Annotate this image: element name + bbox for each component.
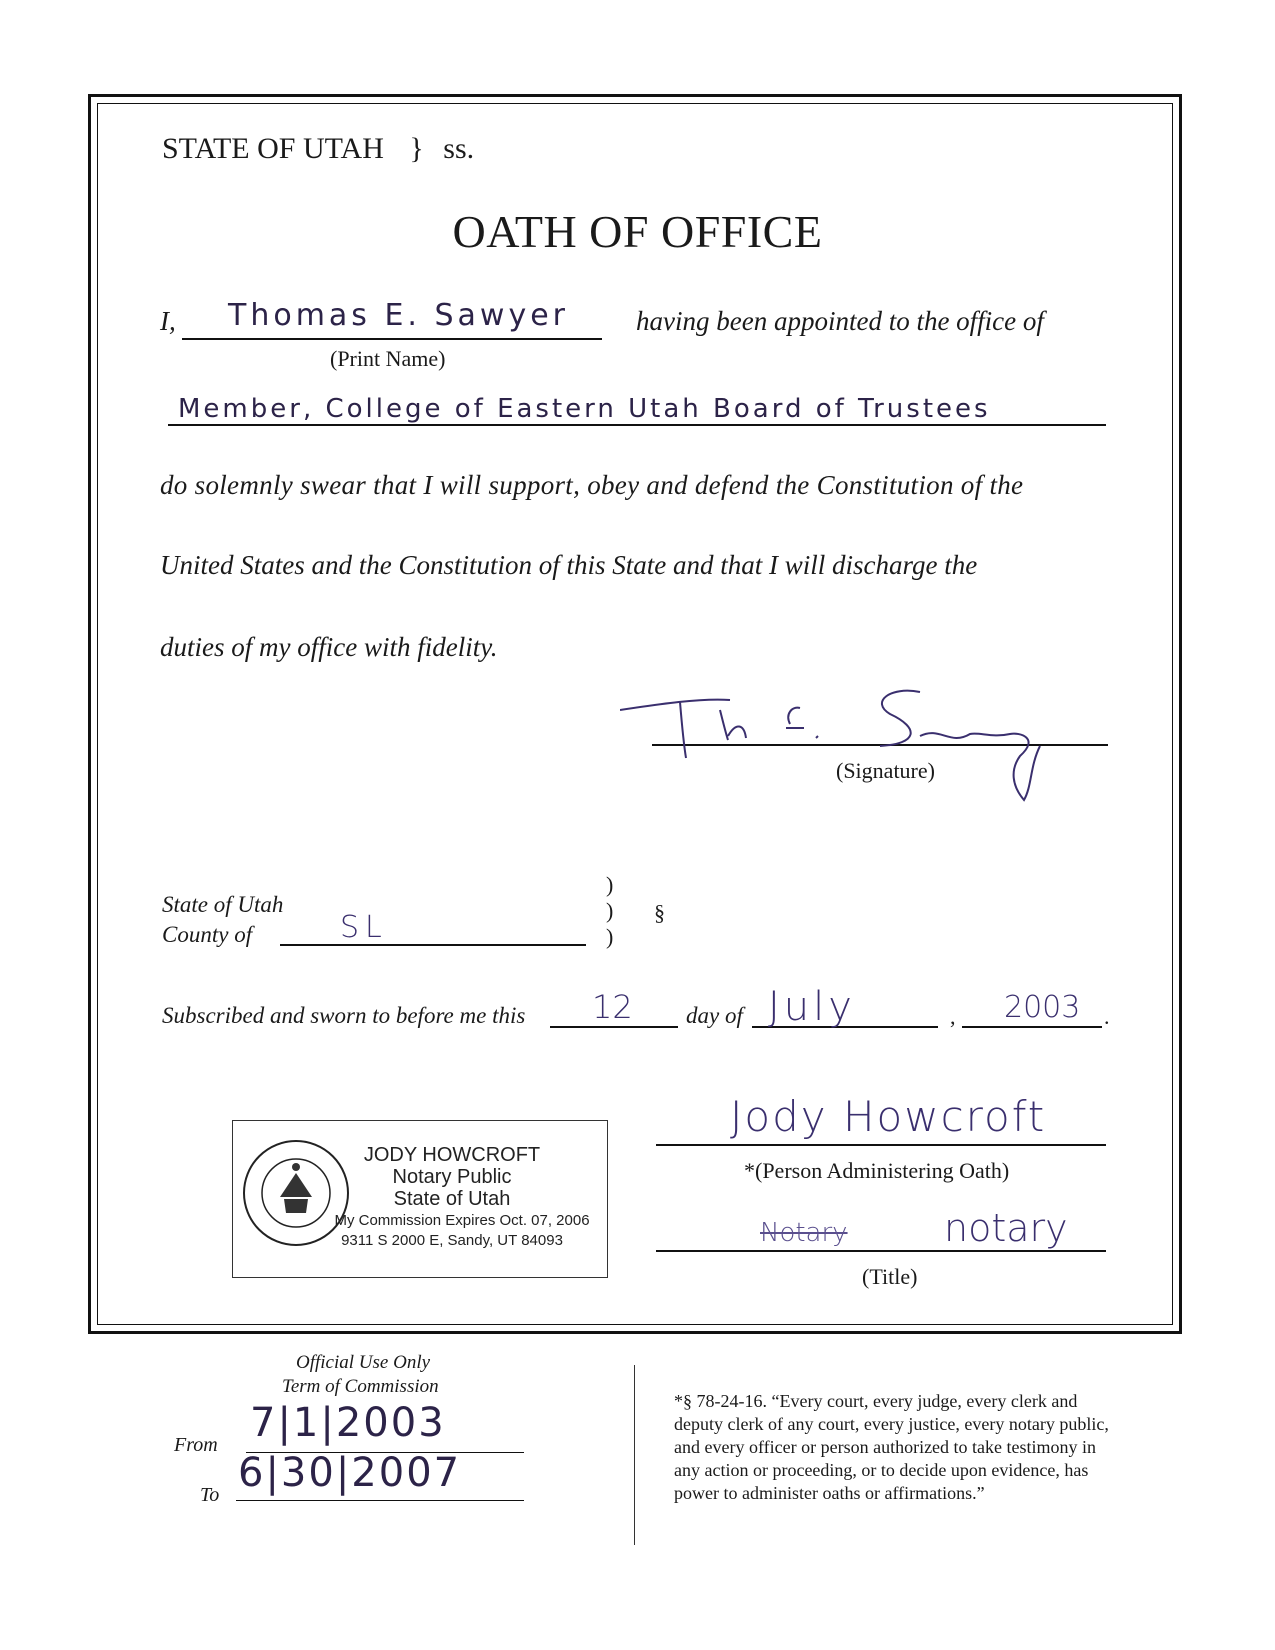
- i-label: I,: [160, 306, 176, 336]
- signature-scribble: [620, 676, 1120, 806]
- month-handwritten: July: [768, 984, 856, 1030]
- venue-state-label: State of Utah: [162, 892, 284, 917]
- stamp-line-2: Notary Public: [392, 1166, 512, 1188]
- oath-line-1: do solemnly swear that I will support, obey and defend the Constitution of the: [160, 470, 1024, 500]
- signature-caption: (Signature): [836, 758, 935, 783]
- day-handwritten: 12: [592, 988, 633, 1026]
- year-handwritten: 2003: [1004, 990, 1081, 1025]
- name-handwritten: Thomas E. Sawyer: [228, 298, 570, 333]
- footnote-line-1: *§ 78-24-16. “Every court, every judge, every clerk and: [674, 1391, 1078, 1411]
- sworn-period: .: [1104, 1004, 1110, 1029]
- footnote-line-2: deputy clerk of any court, every justice, every notary public,: [674, 1414, 1109, 1434]
- footnote-line-4: any action or proceeding, or to decide upon evidence, has: [674, 1460, 1089, 1480]
- official-use-heading: Official Use Only: [296, 1352, 431, 1373]
- footer-divider: [634, 1365, 635, 1545]
- stamp-line-5: 9311 S 2000 E, Sandy, UT 84093: [341, 1232, 563, 1249]
- stamp-name: JODY HOWCROFT: [363, 1144, 541, 1166]
- from-label: From: [174, 1434, 218, 1456]
- title-line: [656, 1250, 1106, 1252]
- venue-paren-1: ): [606, 872, 614, 897]
- county-line: [280, 944, 586, 946]
- official-use-subheading: Term of Commission: [282, 1376, 439, 1397]
- venue-county-label: County of: [162, 922, 253, 947]
- administrator-caption: *(Person Administering Oath): [744, 1158, 1010, 1183]
- venue-paren-2: ): [606, 898, 614, 923]
- title-caption: (Title): [862, 1264, 918, 1289]
- brace: }: [409, 132, 424, 165]
- administrator-line: [656, 1144, 1106, 1146]
- page-title: OATH OF OFFICE: [452, 206, 823, 257]
- name-caption: (Print Name): [330, 346, 446, 371]
- oath-line-2: United States and the Constitution of this State and that I will discharge the: [160, 550, 978, 580]
- footnote-line-3: and every officer or person authorized to take testimony in: [674, 1437, 1097, 1457]
- section-symbol: §: [654, 900, 665, 925]
- footnote: [674, 1390, 1109, 1505]
- venue-paren-3: ): [606, 924, 614, 949]
- stamp-line-3: State of Utah: [393, 1188, 511, 1210]
- state-heading: [162, 132, 474, 166]
- from-handwritten: 7|1|2003: [250, 1400, 446, 1446]
- oath-line-3: duties of my office with fidelity.: [160, 632, 498, 662]
- day-line: [550, 1026, 678, 1028]
- office-handwritten: Member, College of Eastern Utah Board of Trustees: [178, 394, 991, 424]
- to-label: To: [200, 1484, 220, 1506]
- appointed-text: having been appointed to the office of: [636, 306, 1044, 336]
- year-line: [962, 1026, 1102, 1028]
- county-handwritten: SL: [340, 910, 388, 945]
- to-line: [236, 1500, 524, 1501]
- office-line: [168, 424, 1106, 426]
- name-line: [182, 338, 602, 340]
- sworn-prefix: Subscribed and sworn to before me this: [162, 1003, 526, 1028]
- sworn-comma: ,: [950, 1004, 956, 1029]
- stamp-line-4: My Commission Expires Oct. 07, 2006: [334, 1212, 590, 1229]
- title-handwritten: notary: [944, 1206, 1068, 1250]
- title-struck: Notary: [760, 1218, 848, 1248]
- to-handwritten: 6|30|2007: [238, 1450, 462, 1496]
- ss-label: ss.: [443, 132, 475, 165]
- administrator-handwritten: Jody Howcroft: [730, 1092, 1047, 1141]
- state-line: STATE OF UTAH: [162, 132, 384, 165]
- footnote-line-5: power to administer oaths or affirmations.”: [674, 1483, 985, 1503]
- day-of-label: day of: [686, 1003, 743, 1028]
